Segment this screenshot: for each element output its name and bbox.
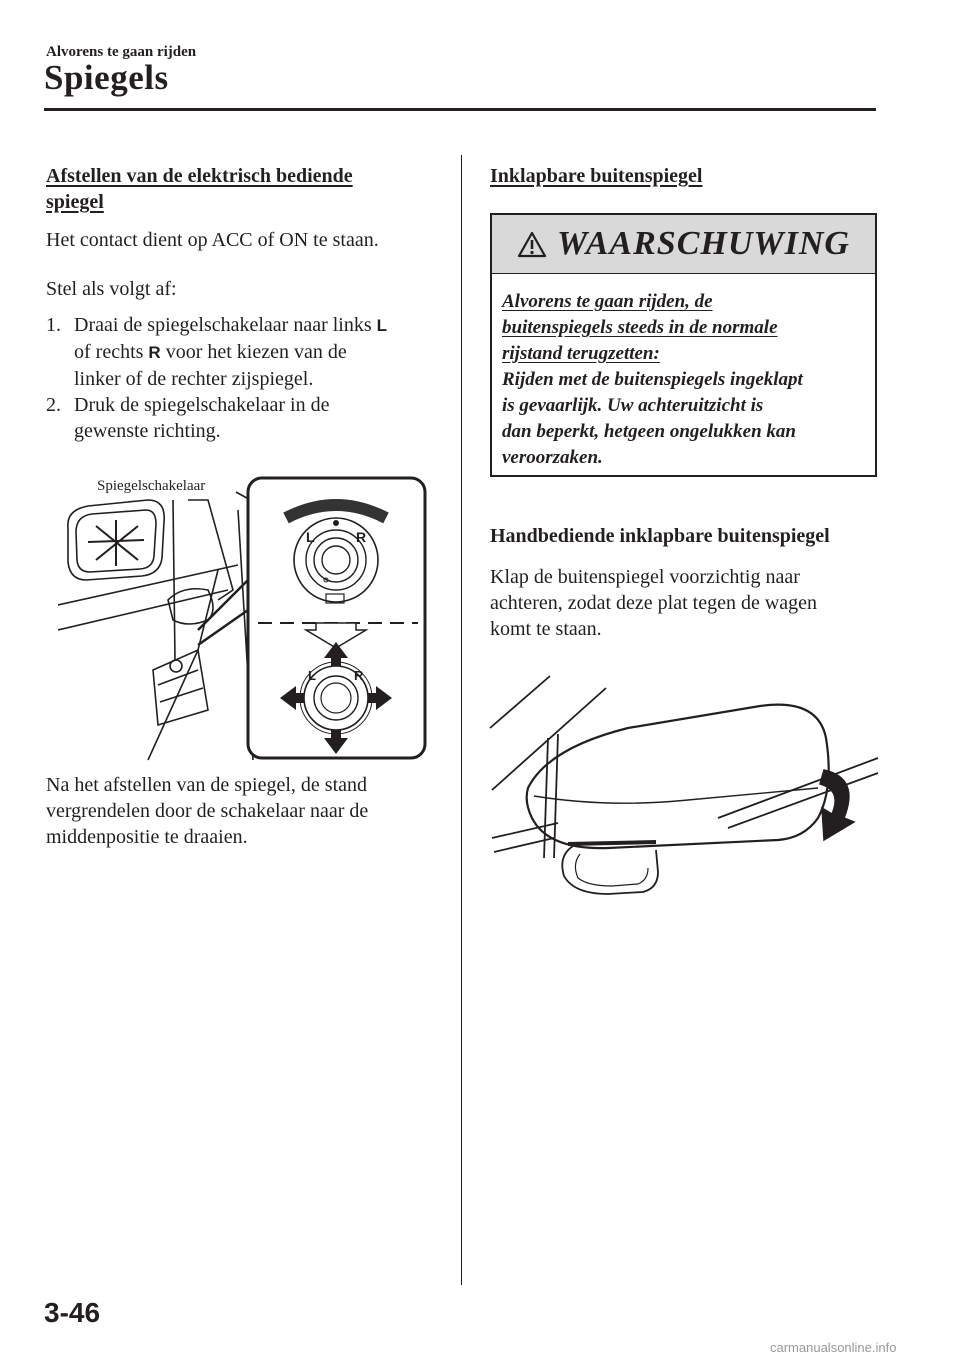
step-number: 1. xyxy=(46,314,61,336)
right-glyph: R xyxy=(148,343,161,362)
text-line: middenpositie te draaien. xyxy=(46,826,248,848)
subheading-manual-fold: Handbediende inklapbare buitenspiegel xyxy=(490,525,830,547)
heading-line: spiegel xyxy=(46,191,104,213)
section-label: Alvorens te gaan rijden xyxy=(46,44,197,60)
text-line: vergrendelen door de schakelaar naar de xyxy=(46,800,369,822)
step-text: Druk de spiegelschakelaar in de xyxy=(74,394,330,416)
page-title: Spiegels xyxy=(44,58,169,97)
text-line: Klap de buitenspiegel voorzichtig naar xyxy=(490,566,800,588)
text-line: Na het afstellen van de spiegel, de stand xyxy=(46,774,367,796)
step-text: of rechts xyxy=(74,341,144,363)
contact-text: Het contact dient op ACC of ON te staan. xyxy=(46,229,379,251)
step-text: voor het kiezen van de xyxy=(165,341,347,363)
warning-title: WAARSCHUWING xyxy=(557,225,850,262)
warning-line: is gevaarlijk. Uw achteruitzicht is xyxy=(502,395,764,416)
knob-label-r: R xyxy=(356,529,367,545)
warning-line: rijstand terugzetten: xyxy=(502,343,660,364)
after-adjust-text xyxy=(46,772,368,850)
page-number: 3-46 xyxy=(44,1297,101,1328)
warning-line: buitenspiegels steeds in de normale xyxy=(502,317,778,338)
step-text: Draai de spiegelschakelaar naar links xyxy=(74,314,372,336)
door-switch-illustration xyxy=(58,470,433,765)
text-line: komt te staan. xyxy=(490,618,602,640)
warning-body xyxy=(492,274,875,471)
warning-header xyxy=(492,215,875,274)
knob-label-r: R xyxy=(354,668,364,683)
heading-adjust-mirror xyxy=(46,163,353,215)
warning-box xyxy=(490,213,877,477)
warning-line: Rijden met de buitenspiegels ingeklapt xyxy=(502,369,803,390)
left-glyph: L xyxy=(376,316,388,335)
warning-triangle-icon xyxy=(517,231,547,258)
step-number: 2. xyxy=(46,394,61,416)
step-text: gewenste richting. xyxy=(74,420,221,442)
warning-line: veroorzaken. xyxy=(502,447,603,468)
intro-text: Stel als volgt af: xyxy=(46,278,177,300)
fold-instructions xyxy=(490,564,817,642)
heading-folding-mirror: Inklapbare buitenspiegel xyxy=(490,165,703,187)
steps-list xyxy=(46,312,446,444)
warning-line: dan beperkt, hetgeen ongelukken kan xyxy=(502,421,796,442)
header-rule xyxy=(44,108,876,111)
label-mirror-switch: Spiegelschakelaar xyxy=(97,478,206,494)
folding-mirror-illustration xyxy=(488,668,880,900)
watermark-text: carmanualsonline.info xyxy=(770,1340,897,1355)
step-1 xyxy=(46,312,446,392)
text-line: achteren, zodat deze plat tegen de wagen xyxy=(490,592,818,614)
step-text: linker of de rechter zijspiegel. xyxy=(74,368,314,390)
column-divider xyxy=(461,155,462,1285)
step-2 xyxy=(46,392,446,444)
knob-label-l: L xyxy=(308,668,316,683)
warning-line: Alvorens te gaan rijden, de xyxy=(502,291,713,312)
heading-line: Afstellen van de elektrisch bediende xyxy=(46,165,353,187)
knob-label-l: L xyxy=(306,529,315,545)
